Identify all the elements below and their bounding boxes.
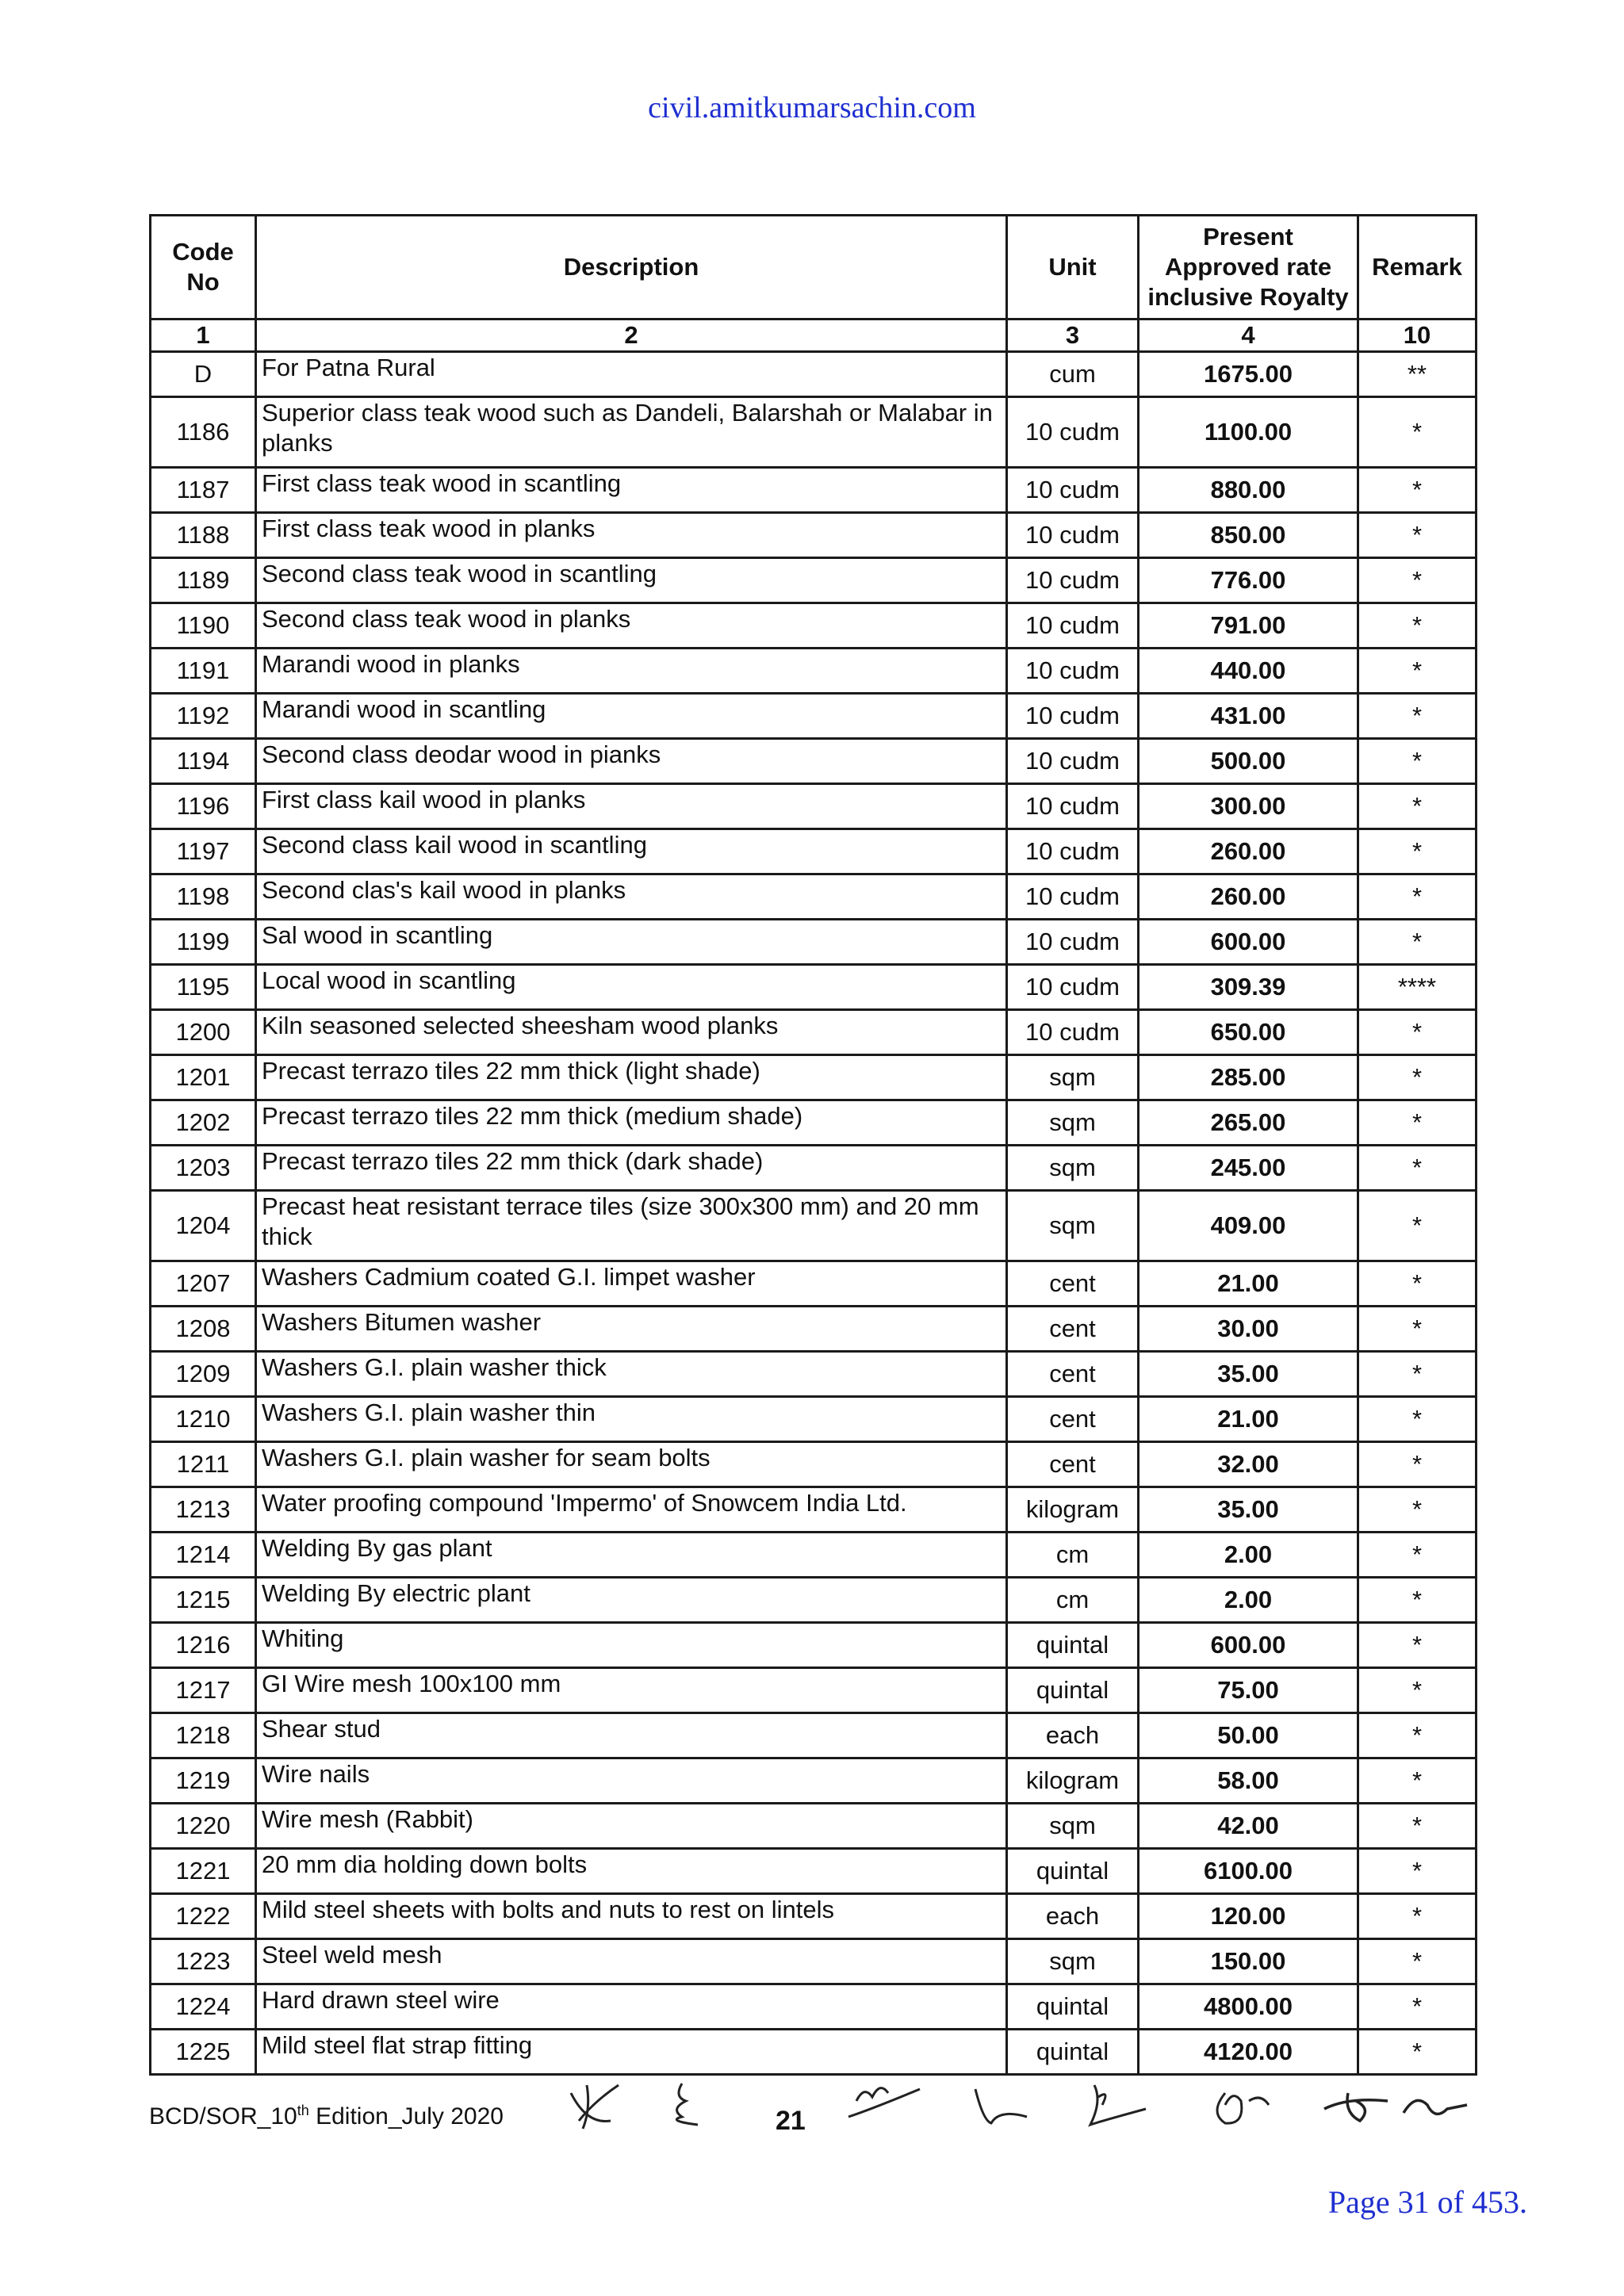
signature-6 [1205,2077,1277,2133]
unit-cell: 10 cudm [1007,513,1139,558]
edition-prefix: BCD/SOR_10 [149,2103,297,2130]
remark-cell: ** [1358,352,1477,397]
description-cell: First class kail wood in planks [256,784,1007,829]
code-cell: 1186 [151,397,256,468]
rate-cell: 30.00 [1139,1307,1358,1352]
code-cell: D [151,352,256,397]
table-row [151,1397,1477,1442]
table-row [151,558,1477,603]
unit-cell: 10 cudm [1007,694,1139,739]
code-cell: 1190 [151,603,256,649]
unit-cell: sqm [1007,1939,1139,1984]
table-row [151,1939,1477,1984]
description-cell: Local wood in scantling [256,965,1007,1010]
code-cell: 1215 [151,1578,256,1623]
rate-cell: 2.00 [1139,1533,1358,1578]
table-row [151,1849,1477,1894]
unit-cell: 10 cudm [1007,874,1139,920]
unit-cell: 10 cudm [1007,649,1139,694]
table-row [151,1487,1477,1533]
unit-cell: kilogram [1007,1487,1139,1533]
unit-cell: quintal [1007,2030,1139,2075]
remark-cell: * [1358,1623,1477,1668]
remark-cell: * [1358,1261,1477,1307]
table-row [151,352,1477,397]
col-head-remark: Remark [1358,216,1477,320]
rate-cell: 6100.00 [1139,1849,1358,1894]
remark-cell: * [1358,1307,1477,1352]
unit-cell: each [1007,1713,1139,1758]
code-cell: 1200 [151,1010,256,1055]
code-cell: 1208 [151,1307,256,1352]
code-cell: 1217 [151,1668,256,1713]
col-head-rate: Present Approved rate inclusive Royalty [1139,216,1358,320]
unit-cell: quintal [1007,1984,1139,2030]
description-cell: Second class deodar wood in pianks [256,739,1007,784]
description-cell: Mild steel sheets with bolts and nuts to rest on lintels [256,1894,1007,1939]
remark-cell: **** [1358,965,1477,1010]
rate-cell: 600.00 [1139,1623,1358,1668]
remark-cell: * [1358,1487,1477,1533]
signature-4 [967,2077,1031,2133]
code-cell: 1223 [151,1939,256,1984]
unit-cell: 10 cudm [1007,829,1139,874]
description-cell: Washers Cadmium coated G.I. limpet washer [256,1261,1007,1307]
table-row [151,1307,1477,1352]
rate-cell: 265.00 [1139,1100,1358,1146]
description-cell: Second class kail wood in scantling [256,829,1007,874]
remark-cell: * [1358,1100,1477,1146]
description-cell: Whiting [256,1623,1007,1668]
remark-cell: * [1358,468,1477,513]
table-row [151,1191,1477,1261]
col-num-unit: 3 [1007,320,1139,352]
unit-cell: kilogram [1007,1758,1139,1804]
description-cell: Wire nails [256,1758,1007,1804]
description-cell: Welding By gas plant [256,1533,1007,1578]
remark-cell: * [1358,1804,1477,1849]
code-cell: 1202 [151,1100,256,1146]
edition-label [149,2103,504,2130]
table-row [151,2030,1477,2075]
table-row [151,1442,1477,1487]
description-cell: Steel weld mesh [256,1939,1007,1984]
unit-cell: sqm [1007,1191,1139,1261]
description-cell: Washers G.I. plain washer thick [256,1352,1007,1397]
remark-cell: * [1358,2030,1477,2075]
rate-cell: 300.00 [1139,784,1358,829]
description-cell: First class teak wood in scantling [256,468,1007,513]
remark-cell: * [1358,1939,1477,1984]
col-num-description: 2 [256,320,1007,352]
table-row [151,694,1477,739]
remark-cell: * [1358,1894,1477,1939]
remark-cell: * [1358,1010,1477,1055]
rate-cell: 4800.00 [1139,1984,1358,2030]
remark-cell: * [1358,558,1477,603]
table-row [151,739,1477,784]
description-cell: GI Wire mesh 100x100 mm [256,1668,1007,1713]
description-cell: Kiln seasoned selected sheesham wood planks [256,1010,1007,1055]
remark-cell: * [1358,1533,1477,1578]
rate-cell: 260.00 [1139,829,1358,874]
code-cell: 1201 [151,1055,256,1100]
unit-cell: cent [1007,1442,1139,1487]
unit-cell: cent [1007,1397,1139,1442]
remark-cell: * [1358,1668,1477,1713]
table-row [151,874,1477,920]
table-row [151,1804,1477,1849]
remark-cell: * [1358,1984,1477,2030]
description-cell: Welding By electric plant [256,1578,1007,1623]
rate-table [149,214,1477,2076]
unit-cell: quintal [1007,1849,1139,1894]
description-cell: Water proofing compound 'Impermo' of Snowcem India Ltd. [256,1487,1007,1533]
remark-cell: * [1358,694,1477,739]
signature-1 [563,2077,626,2133]
header-row [151,216,1477,320]
table-row [151,603,1477,649]
code-cell: 1189 [151,558,256,603]
table-row [151,649,1477,694]
code-cell: 1196 [151,784,256,829]
code-cell: 1219 [151,1758,256,1804]
code-cell: 1225 [151,2030,256,2075]
rate-cell: 35.00 [1139,1352,1358,1397]
rate-cell: 58.00 [1139,1758,1358,1804]
unit-cell: quintal [1007,1623,1139,1668]
site-url: civil.amitkumarsachin.com [648,91,976,124]
table-row [151,784,1477,829]
table-row [151,965,1477,1010]
rate-cell: 776.00 [1139,558,1358,603]
rate-cell: 4120.00 [1139,2030,1358,2075]
remark-cell: * [1358,513,1477,558]
remark-cell: * [1358,920,1477,965]
remark-cell: * [1358,784,1477,829]
description-cell: Sal wood in scantling [256,920,1007,965]
code-cell: 1216 [151,1623,256,1668]
table-row [151,1352,1477,1397]
rate-cell: 650.00 [1139,1010,1358,1055]
unit-cell: sqm [1007,1146,1139,1191]
description-cell: Superior class teak wood such as Dandeli, Balarshah or Malabar in planks [256,397,1007,468]
description-cell: Precast terrazo tiles 22 mm thick (medium shade) [256,1100,1007,1146]
rate-cell: 21.00 [1139,1261,1358,1307]
col-num-rate: 4 [1139,320,1358,352]
description-cell: For Patna Rural [256,352,1007,397]
rate-cell: 600.00 [1139,920,1358,965]
page-of-label: Page 31 of 453. [1327,2184,1527,2220]
table-row [151,829,1477,874]
code-cell: 1198 [151,874,256,920]
col-head-code: Code No [151,216,256,320]
unit-cell: 10 cudm [1007,603,1139,649]
unit-cell: cm [1007,1533,1139,1578]
code-cell: 1218 [151,1713,256,1758]
code-cell: 1192 [151,694,256,739]
remark-cell: * [1358,1849,1477,1894]
remark-cell: * [1358,1397,1477,1442]
remark-cell: * [1358,397,1477,468]
code-cell: 1199 [151,920,256,965]
description-cell: Wire mesh (Rabbit) [256,1804,1007,1849]
rate-cell: 32.00 [1139,1442,1358,1487]
remark-cell: * [1358,1713,1477,1758]
table-row [151,1533,1477,1578]
description-cell: 20 mm dia holding down bolts [256,1849,1007,1894]
description-cell: Precast terrazo tiles 22 mm thick (light shade) [256,1055,1007,1100]
col-head-description: Description [256,216,1007,320]
signature-7 [1316,2077,1475,2133]
description-cell: Second class teak wood in scantling [256,558,1007,603]
table-row [151,397,1477,468]
table-row [151,920,1477,965]
col-head-unit: Unit [1007,216,1139,320]
remark-cell: * [1358,1352,1477,1397]
unit-cell: each [1007,1894,1139,1939]
unit-cell: cent [1007,1352,1139,1397]
code-cell: 1187 [151,468,256,513]
remark-cell: * [1358,1442,1477,1487]
signature-3 [841,2077,928,2133]
unit-cell: quintal [1007,1668,1139,1713]
remark-cell: * [1358,649,1477,694]
table-row [151,1894,1477,1939]
remark-cell: * [1358,739,1477,784]
code-cell: 1195 [151,965,256,1010]
description-cell: Washers G.I. plain washer for seam bolts [256,1442,1007,1487]
code-cell: 1210 [151,1397,256,1442]
rate-cell: 35.00 [1139,1487,1358,1533]
signature-5 [1078,2077,1150,2133]
unit-cell: sqm [1007,1100,1139,1146]
unit-cell: cent [1007,1261,1139,1307]
rate-cell: 500.00 [1139,739,1358,784]
code-cell: 1197 [151,829,256,874]
unit-cell: cent [1007,1307,1139,1352]
remark-cell: * [1358,603,1477,649]
code-cell: 1203 [151,1146,256,1191]
rate-cell: 245.00 [1139,1146,1358,1191]
rate-cell: 150.00 [1139,1939,1358,1984]
description-cell: Shear stud [256,1713,1007,1758]
code-cell: 1207 [151,1261,256,1307]
rate-cell: 1100.00 [1139,397,1358,468]
description-cell: Second class teak wood in planks [256,603,1007,649]
col-num-remark: 10 [1358,320,1477,352]
description-cell: Washers Bitumen washer [256,1307,1007,1352]
unit-cell: 10 cudm [1007,784,1139,829]
rate-cell: 1675.00 [1139,352,1358,397]
signature-2 [658,2077,706,2133]
remark-cell: * [1358,1055,1477,1100]
unit-cell: cum [1007,352,1139,397]
description-cell: Precast heat resistant terrace tiles (size 300x300 mm) and 20 mm thick [256,1191,1007,1261]
table-row [151,1668,1477,1713]
table-row [151,1713,1477,1758]
rate-cell: 880.00 [1139,468,1358,513]
description-cell: Marandi wood in scantling [256,694,1007,739]
code-cell: 1211 [151,1442,256,1487]
page-number: 21 [776,2106,806,2136]
remark-cell: * [1358,1146,1477,1191]
rate-cell: 42.00 [1139,1804,1358,1849]
description-cell: First class teak wood in planks [256,513,1007,558]
unit-cell: cm [1007,1578,1139,1623]
rate-cell: 260.00 [1139,874,1358,920]
edition-sup: th [297,2103,309,2118]
rate-cell: 21.00 [1139,1397,1358,1442]
table-row [151,1578,1477,1623]
rate-cell: 431.00 [1139,694,1358,739]
table-row [151,1055,1477,1100]
code-cell: 1204 [151,1191,256,1261]
code-cell: 1213 [151,1487,256,1533]
remark-cell: * [1358,1578,1477,1623]
code-cell: 1221 [151,1849,256,1894]
table-row [151,1010,1477,1055]
column-number-row [151,320,1477,352]
remark-cell: * [1358,874,1477,920]
description-cell: Marandi wood in planks [256,649,1007,694]
rate-cell: 2.00 [1139,1578,1358,1623]
description-cell: Hard drawn steel wire [256,1984,1007,2030]
code-cell: 1188 [151,513,256,558]
unit-cell: 10 cudm [1007,558,1139,603]
code-cell: 1220 [151,1804,256,1849]
unit-cell: 10 cudm [1007,739,1139,784]
unit-cell: 10 cudm [1007,965,1139,1010]
rate-cell: 850.00 [1139,513,1358,558]
rate-cell: 120.00 [1139,1894,1358,1939]
table-row [151,513,1477,558]
remark-cell: * [1358,829,1477,874]
unit-cell: 10 cudm [1007,468,1139,513]
rate-cell: 285.00 [1139,1055,1358,1100]
table-row [151,468,1477,513]
col-num-code: 1 [151,320,256,352]
code-cell: 1224 [151,1984,256,2030]
rate-cell: 440.00 [1139,649,1358,694]
table-row [151,1623,1477,1668]
code-cell: 1214 [151,1533,256,1578]
unit-cell: 10 cudm [1007,1010,1139,1055]
unit-cell: 10 cudm [1007,397,1139,468]
rate-cell: 50.00 [1139,1713,1358,1758]
table-row [151,1261,1477,1307]
remark-cell: * [1358,1191,1477,1261]
unit-cell: sqm [1007,1055,1139,1100]
rate-cell: 409.00 [1139,1191,1358,1261]
unit-cell: 10 cudm [1007,920,1139,965]
table-row [151,1146,1477,1191]
table-row [151,1984,1477,2030]
remark-cell: * [1358,1758,1477,1804]
table-row [151,1100,1477,1146]
rate-cell: 75.00 [1139,1668,1358,1713]
code-cell: 1222 [151,1894,256,1939]
description-cell: Mild steel flat strap fitting [256,2030,1007,2075]
code-cell: 1209 [151,1352,256,1397]
unit-cell: sqm [1007,1804,1139,1849]
rate-cell: 309.39 [1139,965,1358,1010]
code-cell: 1191 [151,649,256,694]
code-cell: 1194 [151,739,256,784]
rate-cell: 791.00 [1139,603,1358,649]
edition-suffix: Edition_July 2020 [308,2103,504,2130]
description-cell: Second clas's kail wood in planks [256,874,1007,920]
description-cell: Washers G.I. plain washer thin [256,1397,1007,1442]
description-cell: Precast terrazo tiles 22 mm thick (dark shade) [256,1146,1007,1191]
table-body [151,352,1477,2075]
table-row [151,1758,1477,1804]
